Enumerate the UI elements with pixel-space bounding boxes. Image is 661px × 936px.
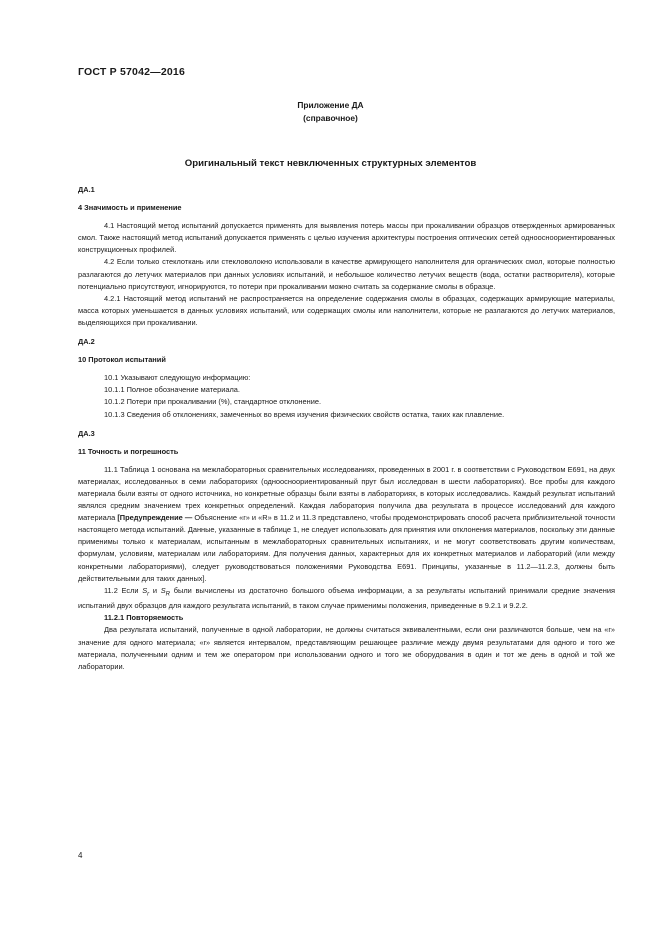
paragraph-4-1: 4.1 Настоящий метод испытаний допускается применять для выявления потерь массы при прокаливании образцов отвержденных армированных смол. Также настоящий метод испытаний допускается применять с целью изучения архитектуры построения оптических сетей одноосноориентированных конструкционных профилей. bbox=[78, 221, 615, 255]
paragraph-11-1-rest: Объяснение «r» и «R» в 11.2 и 11.3 представлено, чтобы продемонстрировать способ расчета приблизительной точности настоящего метода испытаний. Данные, указанные в таблице 1, не следует использовать для принятия или отклонения материалов, поскольку эти данные применимы только к материалам, испытанным в межлабораторных сравнительных испытаниях, и не могут соответствовать другим количествам, формулам, условиям, материалам или лабораториям. Для получения данных, характерных для их конкретных материалов и лабораторий (или между конкретными лабораториями), следует руководствоваться положениями Руководства Е691. Принципы, указанные в 11.2—11.2.3, должны быть действительными для таких данных]. bbox=[78, 513, 615, 583]
symbol-s-R-sub: R bbox=[165, 590, 171, 598]
subsection-heading-11-2-1: 11.2.1 Повторяемость bbox=[104, 613, 184, 623]
warning-label: [Предупреждение — bbox=[117, 513, 193, 523]
paragraph-10-1-3: 10.1.3 Сведения об отклонениях, замеченных во время изучения физических свойств остатка, таких как плавление. bbox=[104, 409, 505, 419]
symbol-s-R bbox=[160, 585, 171, 598]
paragraph-11-2-1: Два результата испытаний, полученные в одной лаборатории, не должны считаться эквивалентными, если они различаются больше, чем на «r» значение для одного материала; «r» является интервалом, представляющим решающее различие между двумя результатами для одного и того же материала, полученными одним и тем же оператором при использовании одного и того же оборудования в один и тот же день в одной и той же лаборатории. bbox=[78, 625, 615, 671]
symbol-s-R-base: S bbox=[160, 585, 166, 595]
section-heading-11: 11 Точность и погрешность bbox=[78, 446, 179, 456]
paragraph-11-1 bbox=[78, 464, 615, 585]
main-title: Оригинальный текст невключенных структурных элементов bbox=[184, 158, 477, 169]
section-heading-4: 4 Значимость и применение bbox=[78, 203, 182, 213]
section-label-da1: ДА.1 bbox=[78, 185, 95, 194]
document-body bbox=[78, 184, 615, 673]
paragraph-10-1-1: 10.1.1 Полное обозначение материала. bbox=[104, 385, 240, 395]
page-number: 4 bbox=[78, 851, 83, 860]
standard-header: ГОСТ Р 57042—2016 bbox=[78, 66, 186, 78]
paragraph-10-1-2: 10.1.2 Потери при прокаливании (%), стандартное отклонение. bbox=[104, 397, 321, 407]
paragraph-4-2: 4.2 Если только стеклоткань или стекловолокно использовали в качестве армирующего наполнителя для органических смол, которые полностью разлагаются до летучих материалов при данных условиях испытаний, и небольшое количество летучих веществ (вода, остатки растворителя), которые потенциально присутствуют, игнорируются, то потери при прокаливании можно считать за содержание смолы в образце. bbox=[78, 257, 615, 291]
paragraph-11-1-start: 11.1 Таблица 1 основана на межлабораторных сравнительных исследованиях, проведенных в 2001 г. в соответствии с Руководством Е691, на двух материалах, исследованных в семи лабораториях (одноосноориентированный прут был исследован в шести лабораториях). Все пробы для каждого материала были взяты от одного источника, но конкретные образцы были взяты в лабораториях, в которых исследовались. Каждый результат испытаний являлся средним значением трех конкретных определений. Каждая лаборатория получила два результата в процессе исследований для каждого материала bbox=[78, 464, 615, 523]
symbol-s-r-base: S bbox=[142, 585, 148, 595]
section-heading-10: 10 Протокол испытаний bbox=[78, 355, 166, 365]
paragraph-11-2-start: 11.2 Если bbox=[104, 585, 143, 595]
section-label-da3: ДА.3 bbox=[78, 428, 95, 438]
symbol-s-r-sub: r bbox=[147, 590, 150, 598]
annex-subtitle: (справочное) bbox=[303, 113, 358, 123]
paragraph-11-2-rest: были вычислены из достаточно большого объема информации, а за результаты испытаний принимали средние значения испытаний двух образцов для каждого результата испытаний, в таком случае применимы положения, приведенные в 9.2.1 и 9.2.2. bbox=[78, 585, 615, 611]
annex-heading bbox=[0, 99, 661, 125]
conjunction: и bbox=[149, 585, 161, 595]
section-label-da2: ДА.2 bbox=[78, 337, 95, 347]
annex-title: Приложение ДА bbox=[297, 100, 364, 110]
paragraph-10-1: 10.1 Указывают следующую информацию: bbox=[104, 373, 251, 383]
paragraph-11-2 bbox=[78, 585, 615, 613]
paragraph-4-2-1: 4.2.1 Настоящий метод испытаний не распространяется на определение содержания смолы в образцах, содержащих армирующие материалы, масса которых уменьшается в данных условиях испытаний, или содержащих смолы или наполнители, которые не разлагаются до летучих материалов, выделяющихся при прокаливании. bbox=[78, 293, 615, 327]
